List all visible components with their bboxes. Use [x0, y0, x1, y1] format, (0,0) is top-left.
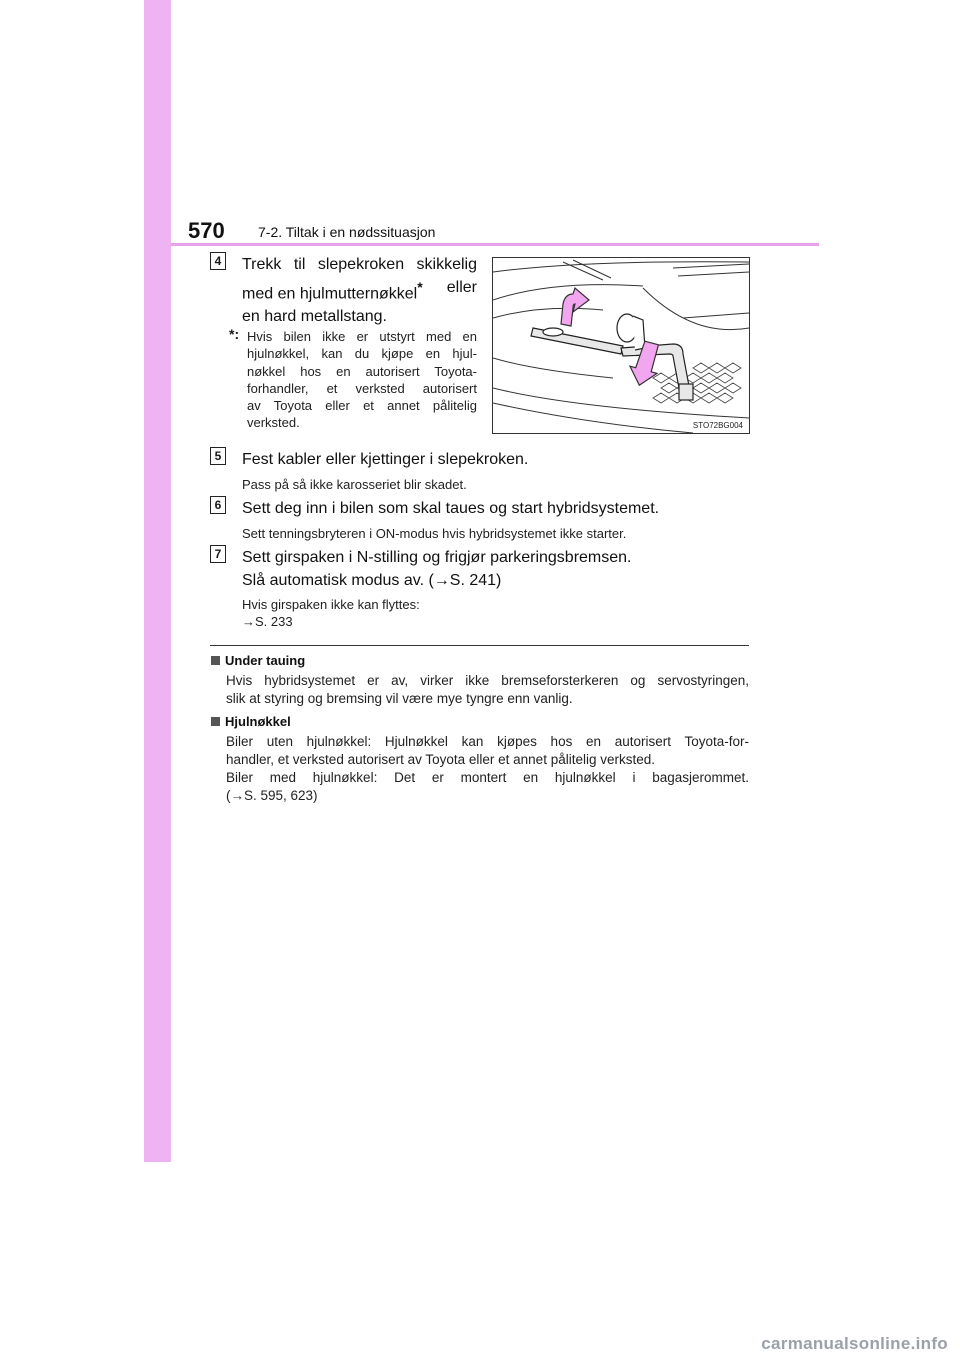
square-bullet-icon — [211, 717, 220, 726]
note-heading-under-tauing: Under tauing — [211, 653, 305, 668]
section-title: 7-2. Tiltak i en nødssituasjon — [258, 224, 436, 240]
step-7-line-1: Sett girspaken i N-stilling og frigjør parkeringsbremsen. — [242, 549, 632, 566]
page-number: 570 — [188, 218, 225, 243]
step-number-4: 4 — [210, 252, 226, 270]
chapter-side-tab — [144, 0, 171, 1162]
step-number-5: 5 — [210, 447, 226, 465]
note-heading-hjulnokkel: Hjulnøkkel — [211, 714, 291, 729]
step-5-text: Fest kabler eller kjettinger i slepekroken. — [242, 451, 529, 468]
asterisk-mark: * — [417, 279, 423, 295]
square-bullet-icon — [211, 656, 220, 665]
section-divider — [210, 645, 749, 646]
step-number-6: 6 — [210, 496, 226, 514]
step-7-note-2: →S. 233 — [242, 614, 293, 629]
step-7-line-2: Slå automatisk modus av. (→S. 241) — [242, 572, 502, 589]
illustration-code: STO72BG004 — [692, 421, 743, 430]
watermark-text: carmanualsonline.info — [761, 1334, 948, 1353]
header-rule — [171, 243, 819, 246]
footnote-mark: *: — [229, 326, 240, 342]
tow-hook-illustration — [492, 257, 750, 434]
step-4-footnote: Hvis bilen ikke er utstyrt med en hjulnøkkel, kan du kjøpe en hjul- nøkkel hos en autorisert Toyota- forhandler, et verksted autorisert av Toyota eller et annet pålitelig verksted. — [247, 329, 477, 431]
step-6-note: Sett tenningsbryteren i ON-modus hvis hybridsystemet ikke starter. — [242, 526, 627, 541]
step-number-7: 7 — [210, 545, 226, 563]
step-5-note: Pass på så ikke karosseriet blir skadet. — [242, 477, 467, 492]
step-4-text: Trekk til slepekroken skikkelig med en hjulmutternøkkel* eller en hard metallstang. — [242, 256, 477, 326]
note-body-hjulnokkel: Biler uten hjulnøkkel: Hjulnøkkel kan kjøpes hos en autorisert Toyota-for- handler, et verksted autorisert av Toyota eller et annet pålitelig verksted. Biler med hjulnøkkel: Det er montert en hjulnøkkel i bagasjerommet. (→S. 595, 623) — [226, 734, 749, 803]
step-6-text: Sett deg inn i bilen som skal taues og start hybridsystemet. — [242, 500, 660, 517]
tow-hook-drawing — [493, 258, 749, 433]
note-body-under-tauing: Hvis hybridsystemet er av, virker ikke bremseforsterkeren og servostyringen, slik at styring og bremsing vil være mye tyngre enn vanlig. — [226, 673, 749, 706]
step-7-note-1: Hvis girspaken ikke kan flyttes: — [242, 597, 420, 612]
